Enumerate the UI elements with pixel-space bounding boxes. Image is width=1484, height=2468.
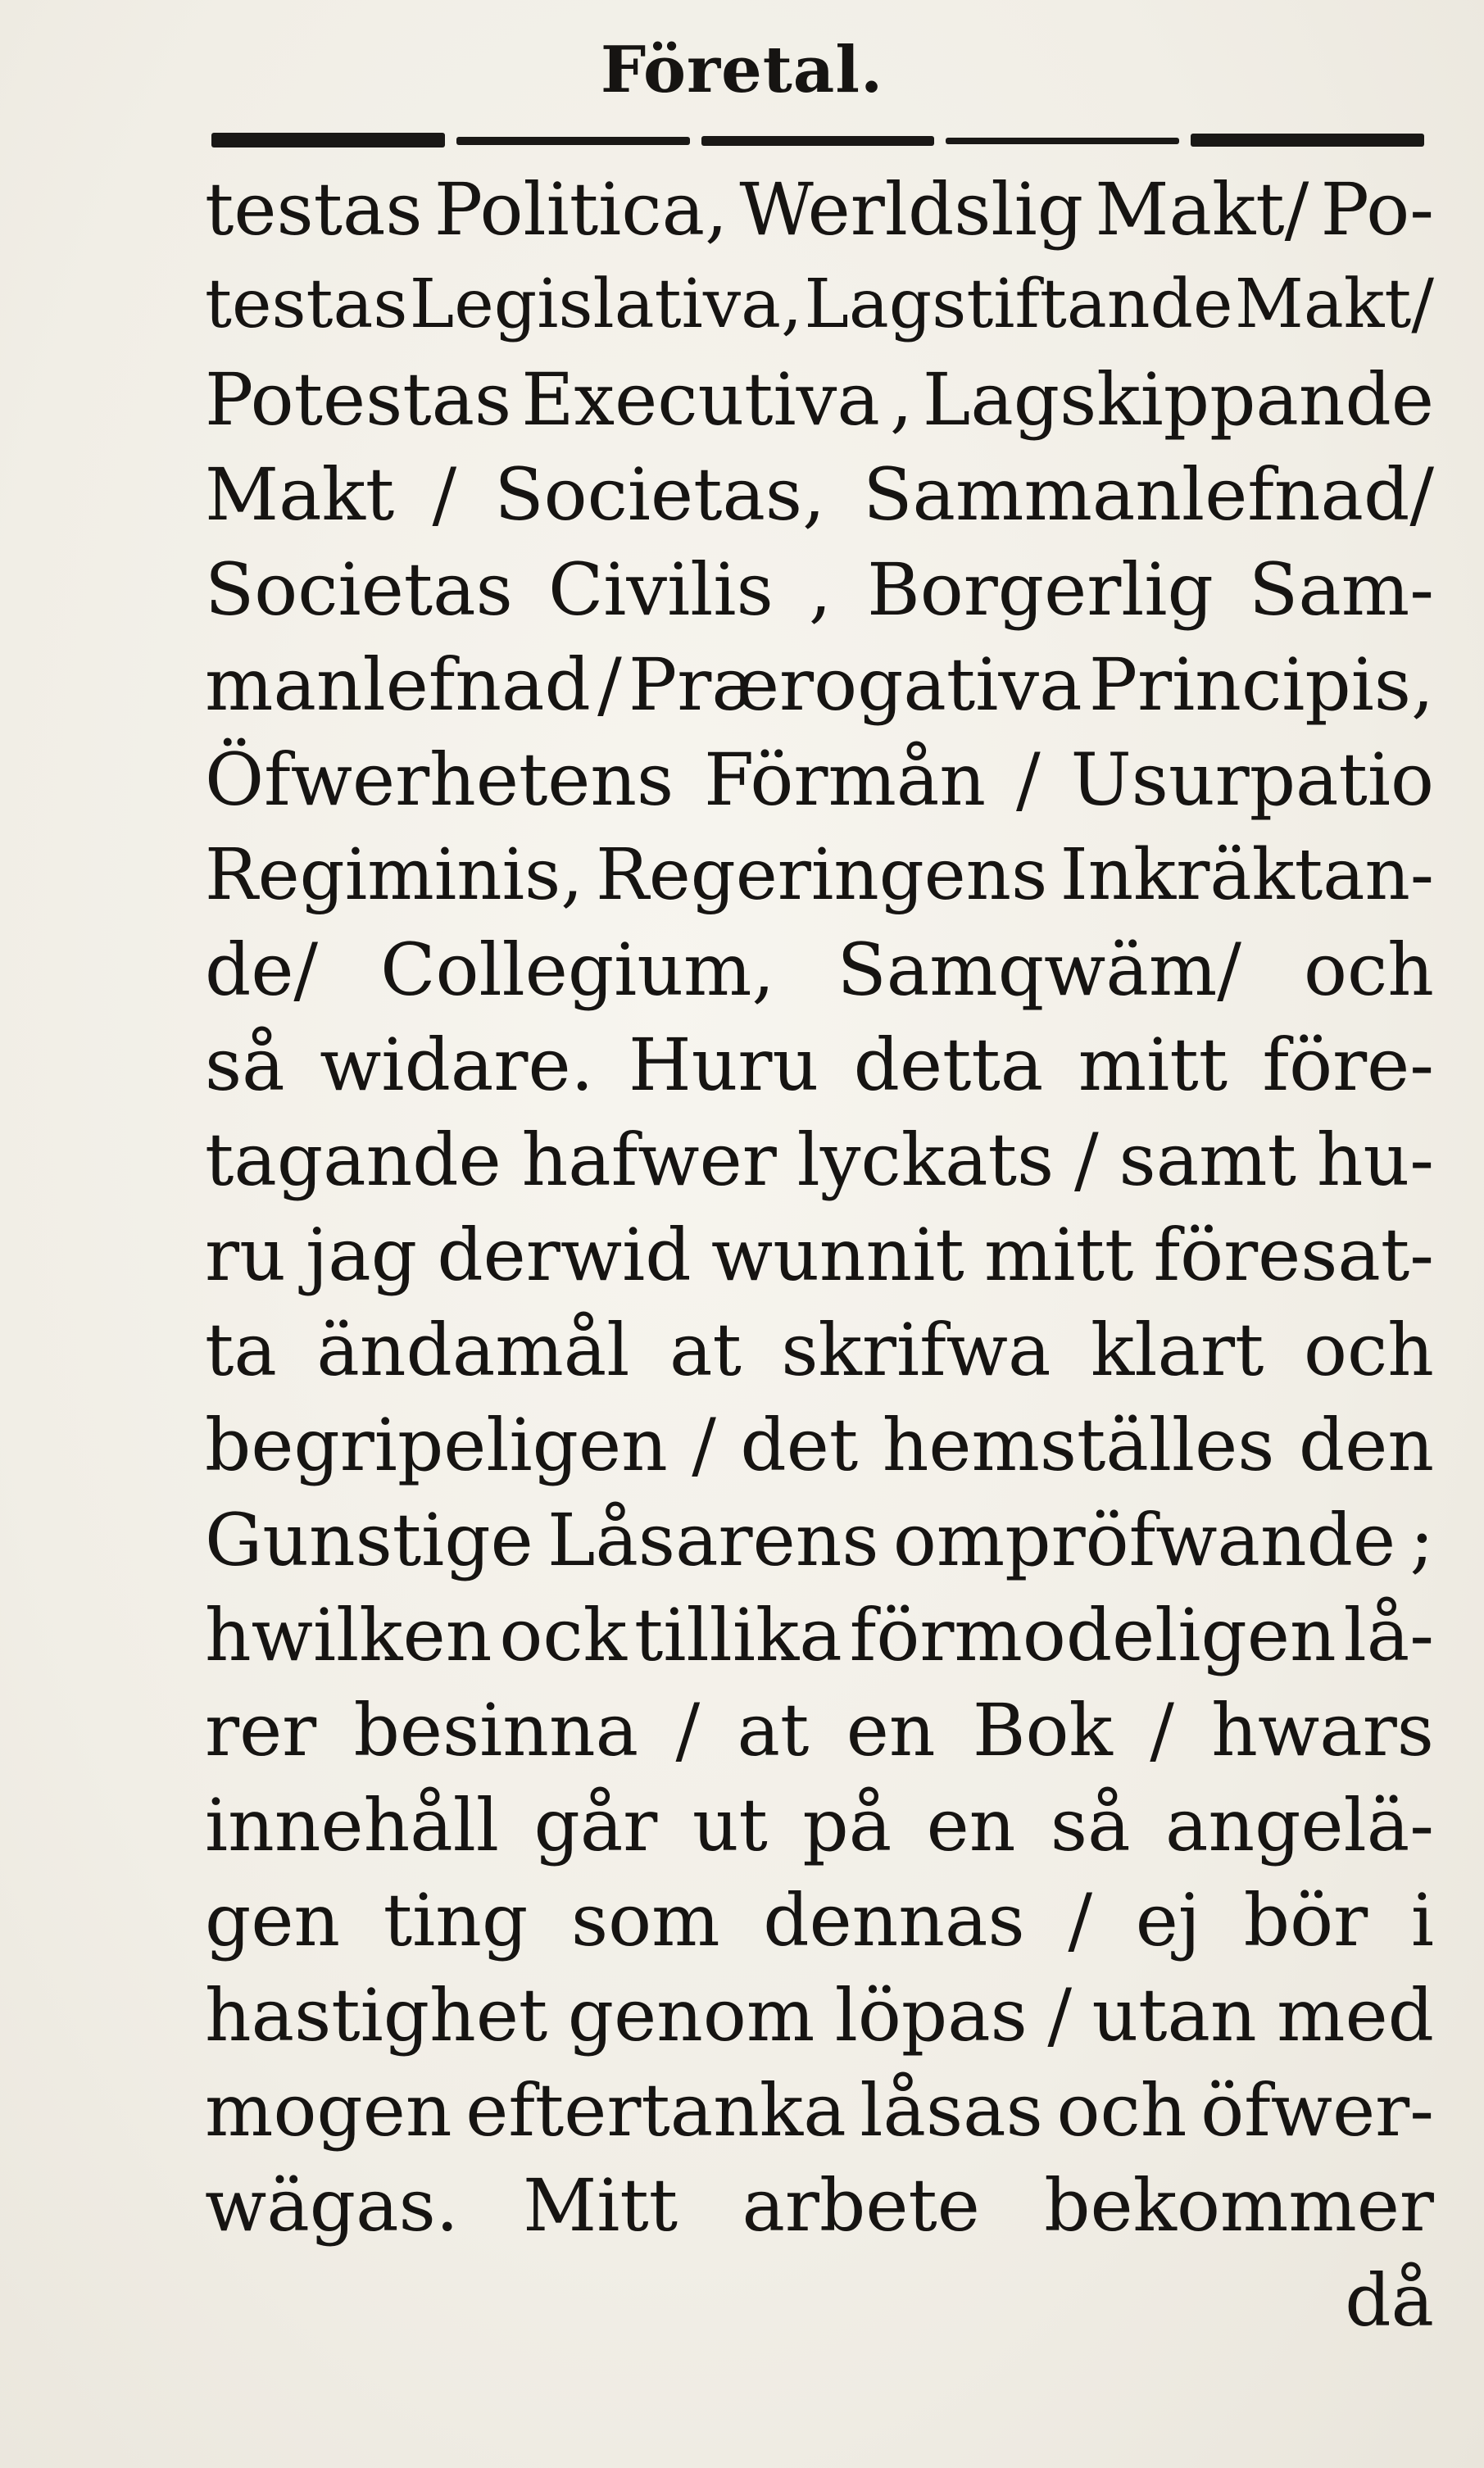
word: Societas, — [494, 452, 826, 537]
word: , — [808, 547, 832, 632]
word: hu- — [1316, 1118, 1434, 1202]
word: Usurpatio — [1070, 737, 1434, 822]
text-line — [205, 1018, 1434, 1113]
word: Civilis — [547, 547, 774, 632]
running-head: Företal. — [600, 33, 884, 107]
word: / — [432, 452, 457, 537]
word: / — [692, 1403, 716, 1487]
word: eftertanka — [465, 2068, 846, 2153]
word: ru — [205, 1213, 286, 1297]
word: Makt/ — [1234, 265, 1434, 343]
word: Huru — [628, 1023, 819, 1107]
word: Sam- — [1249, 547, 1434, 632]
text-line — [205, 542, 1434, 637]
word: ock — [499, 1593, 627, 1677]
word: Borgerlig — [867, 547, 1214, 632]
text-line — [205, 1683, 1434, 1778]
text-line — [205, 1303, 1434, 1398]
word: ta — [205, 1308, 277, 1392]
text-line — [205, 257, 1434, 352]
text-line — [205, 1113, 1434, 1208]
word: wägas. — [205, 2163, 459, 2248]
word: före- — [1262, 1023, 1434, 1107]
word: / — [1074, 1118, 1099, 1202]
word: ändamål — [316, 1308, 630, 1392]
body-text — [205, 162, 1434, 2348]
text-line — [205, 352, 1434, 447]
word: rer — [205, 1688, 317, 1772]
word: Makt/ — [1095, 167, 1309, 252]
text-line — [205, 162, 1434, 257]
word: Makt — [205, 452, 395, 537]
text-line — [205, 1208, 1434, 1303]
word: bör — [1243, 1878, 1368, 1962]
text-line — [205, 1493, 1434, 1588]
word: det — [740, 1403, 859, 1487]
word: ej — [1135, 1878, 1201, 1962]
word: mitt — [1078, 1023, 1228, 1107]
text-line — [205, 923, 1434, 1018]
word: hastighet — [205, 1973, 548, 2057]
word: Executiva — [521, 357, 880, 442]
word: hemställes — [882, 1403, 1275, 1487]
word: Politica, — [433, 167, 728, 252]
word: Lagskippande — [922, 357, 1434, 442]
word: förmodeligen — [849, 1593, 1337, 1677]
word: hafwer — [521, 1118, 777, 1202]
word: dennas — [763, 1878, 1025, 1962]
text-line — [205, 1968, 1434, 2063]
word: detta — [853, 1023, 1044, 1107]
word: Inkräktan- — [1060, 834, 1434, 916]
word: och — [1304, 928, 1434, 1012]
word: at — [737, 1688, 810, 1772]
text-line — [205, 1873, 1434, 1968]
text-line — [205, 1588, 1434, 1683]
rule-segment — [701, 136, 935, 146]
word: Sammanlefnad/ — [863, 452, 1434, 537]
word: innehåll — [205, 1783, 500, 1867]
word: Mitt — [523, 2163, 678, 2248]
word: Regiminis, — [205, 834, 583, 916]
header-rule — [211, 133, 1424, 147]
word: begripeligen — [205, 1403, 668, 1487]
word: Po- — [1320, 167, 1434, 252]
rule-segment — [456, 137, 690, 145]
word: Legislativa, — [409, 265, 803, 343]
word: skrifwa — [781, 1308, 1051, 1392]
word: låsas — [860, 2068, 1043, 2153]
word: öfwer- — [1200, 2068, 1434, 2153]
word: Societas — [205, 547, 513, 632]
word: jag — [306, 1213, 418, 1297]
word: Låsarens — [547, 1498, 879, 1582]
word: genom — [567, 1973, 815, 2057]
rule-segment — [1191, 134, 1424, 147]
word: går — [533, 1783, 658, 1867]
word: ut — [692, 1783, 768, 1867]
catchword: då — [1345, 2258, 1434, 2343]
rule-segment — [211, 133, 445, 147]
word: / — [675, 1688, 701, 1772]
word: den — [1298, 1403, 1434, 1487]
word: Potestas — [205, 357, 512, 442]
word: föresat- — [1153, 1213, 1434, 1297]
word: lå- — [1343, 1593, 1434, 1677]
word: / — [597, 642, 622, 727]
word: gen — [205, 1878, 341, 1962]
word: och — [1303, 1308, 1434, 1392]
word: Werldslig — [739, 167, 1084, 252]
word: Bok — [972, 1688, 1113, 1772]
word: med — [1277, 1973, 1434, 2057]
word: wunnit — [710, 1213, 964, 1297]
text-line — [205, 1778, 1434, 1873]
word: , — [889, 357, 913, 442]
rule-segment — [946, 138, 1179, 144]
word: de/ — [205, 928, 319, 1012]
word: mogen — [205, 2068, 452, 2153]
text-line — [205, 1398, 1434, 1493]
word: hwilken — [205, 1593, 492, 1677]
word: tillika — [634, 1593, 842, 1677]
word: Samqwäm/ — [837, 928, 1241, 1012]
word: / — [1068, 1878, 1092, 1962]
word: Förmån — [704, 737, 987, 822]
text-line — [205, 2063, 1434, 2158]
text-line — [205, 828, 1434, 923]
word: hwars — [1211, 1688, 1434, 1772]
word: Principis, — [1088, 642, 1434, 727]
word: så — [205, 1023, 285, 1107]
word: på — [802, 1783, 892, 1867]
word: tagande — [205, 1118, 501, 1202]
word: utan — [1091, 1973, 1257, 2057]
word: så — [1050, 1783, 1131, 1867]
word: löpas — [834, 1973, 1028, 2057]
word: en — [846, 1688, 936, 1772]
word: / — [1150, 1688, 1174, 1772]
word: en — [926, 1783, 1016, 1867]
word: manlefnad — [205, 642, 591, 727]
text-line — [205, 637, 1434, 733]
word: som — [570, 1878, 720, 1962]
word: arbete — [742, 2163, 980, 2248]
word: bekommer — [1044, 2163, 1434, 2248]
word: mitt — [983, 1213, 1134, 1297]
word: derwid — [437, 1213, 692, 1297]
word: och — [1056, 2068, 1187, 2153]
text-line — [205, 2158, 1434, 2253]
word: angelä- — [1165, 1783, 1434, 1867]
text-line — [205, 733, 1434, 828]
word: ting — [383, 1878, 529, 1962]
word: / — [1016, 737, 1041, 822]
word: samt — [1119, 1118, 1296, 1202]
word: besinna — [353, 1688, 639, 1772]
word: testas — [205, 167, 423, 252]
word: widare. — [320, 1023, 594, 1107]
word: Regeringens — [596, 834, 1048, 916]
word: Collegium, — [380, 928, 775, 1012]
word: testas — [205, 265, 408, 343]
word: i — [1410, 1878, 1434, 1962]
word: klart — [1091, 1308, 1264, 1392]
word: ompröfwande — [892, 1498, 1396, 1582]
word: lyckats — [796, 1118, 1055, 1202]
word: Lagstiftande — [804, 265, 1233, 343]
word: Gunstige — [205, 1498, 533, 1582]
text-line — [205, 447, 1434, 542]
word: / — [1047, 1973, 1072, 2057]
word: Öfwerhetens — [205, 737, 674, 822]
word: ; — [1409, 1498, 1434, 1582]
word: Prærogativa — [629, 642, 1082, 727]
word: at — [669, 1308, 742, 1392]
